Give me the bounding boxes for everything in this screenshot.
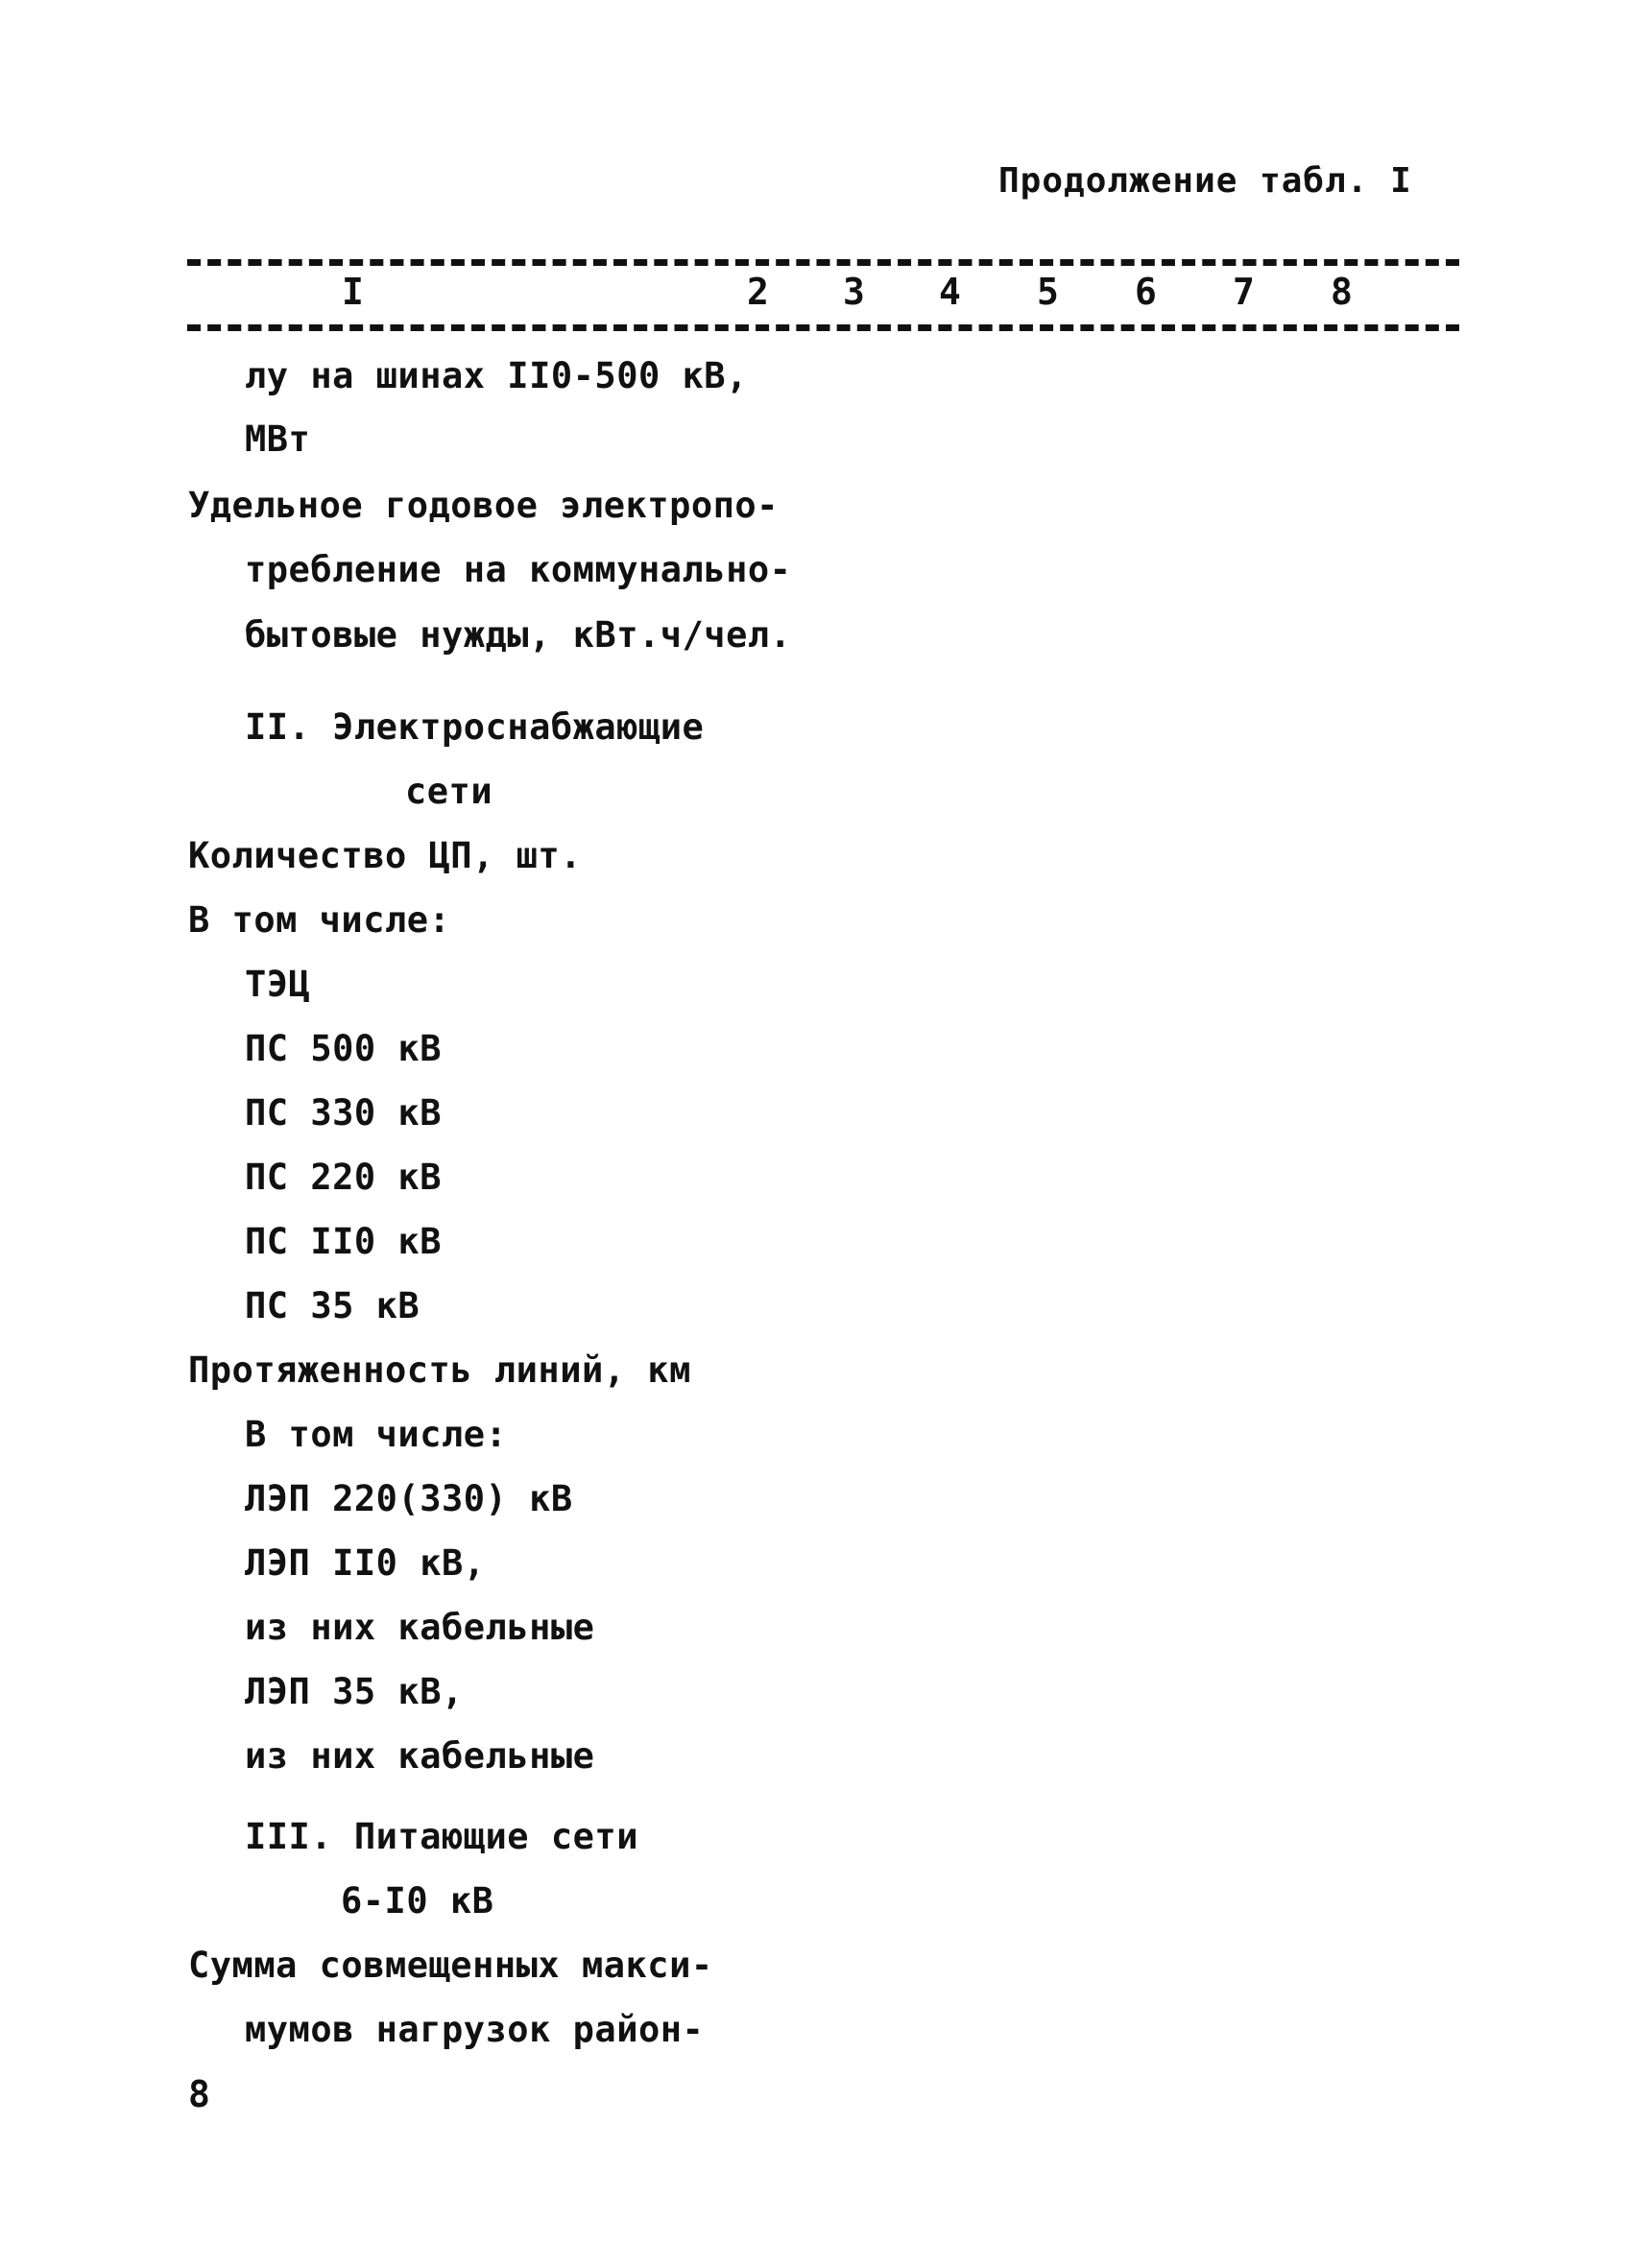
table-row-label: из них кабельные (245, 1735, 595, 1777)
table-row-label: ЛЭП 35 кВ, (245, 1671, 464, 1712)
table-row-label: ТЭЦ (245, 964, 311, 1005)
table-row-label: ПС 500 кВ (245, 1028, 442, 1069)
table-header-top-rule (187, 259, 1459, 266)
column-header-7: 7 (1233, 271, 1255, 313)
section-heading: 6-I0 кВ (341, 1880, 494, 1922)
table-continuation-title: Продолжение табл. I (998, 161, 1412, 201)
table-row-label: Удельное годовое электропо- (188, 485, 779, 526)
section-heading: сети (405, 771, 493, 812)
table-row-label: мумов нагрузок район- (245, 2009, 705, 2050)
column-header-1: I (342, 271, 364, 313)
table-row-label: ПС 220 кВ (245, 1157, 442, 1198)
table-row-label: лу на шинах II0-500 кВ, (245, 355, 748, 396)
table-row-label: требление на коммунально- (245, 549, 792, 590)
column-header-6: 6 (1135, 271, 1157, 313)
table-header-bottom-rule (187, 324, 1459, 331)
column-header-5: 5 (1037, 271, 1059, 313)
table-row-label: из них кабельные (245, 1607, 595, 1648)
section-heading: II. Электроснабжающие (245, 706, 705, 748)
column-header-2: 2 (747, 271, 769, 313)
table-row-label: В том числе: (245, 1414, 508, 1455)
section-heading: III. Питающие сети (245, 1816, 638, 1857)
table-row-label: ПС II0 кВ (245, 1221, 442, 1262)
table-row-label: бытовые нужды, кВт.ч/чел. (245, 614, 792, 656)
table-row-label: ПС 330 кВ (245, 1092, 442, 1134)
table-row-label: Протяженность линий, км (188, 1349, 691, 1391)
column-header-8: 8 (1331, 271, 1353, 313)
table-row-label: ЛЭП 220(330) кВ (245, 1478, 573, 1519)
table-row-label: МВт (245, 418, 311, 460)
table-row-label: В том числе: (188, 899, 451, 941)
table-row-label: Сумма совмещенных макси- (188, 1945, 713, 1986)
column-header-4: 4 (939, 271, 961, 313)
table-row-label: ЛЭП II0 кВ, (245, 1542, 486, 1584)
table-row-label: ПС 35 кВ (245, 1285, 420, 1326)
table-row-label: Количество ЦП, шт. (188, 835, 582, 876)
page-number: 8 (188, 2073, 210, 2115)
column-header-3: 3 (843, 271, 865, 313)
